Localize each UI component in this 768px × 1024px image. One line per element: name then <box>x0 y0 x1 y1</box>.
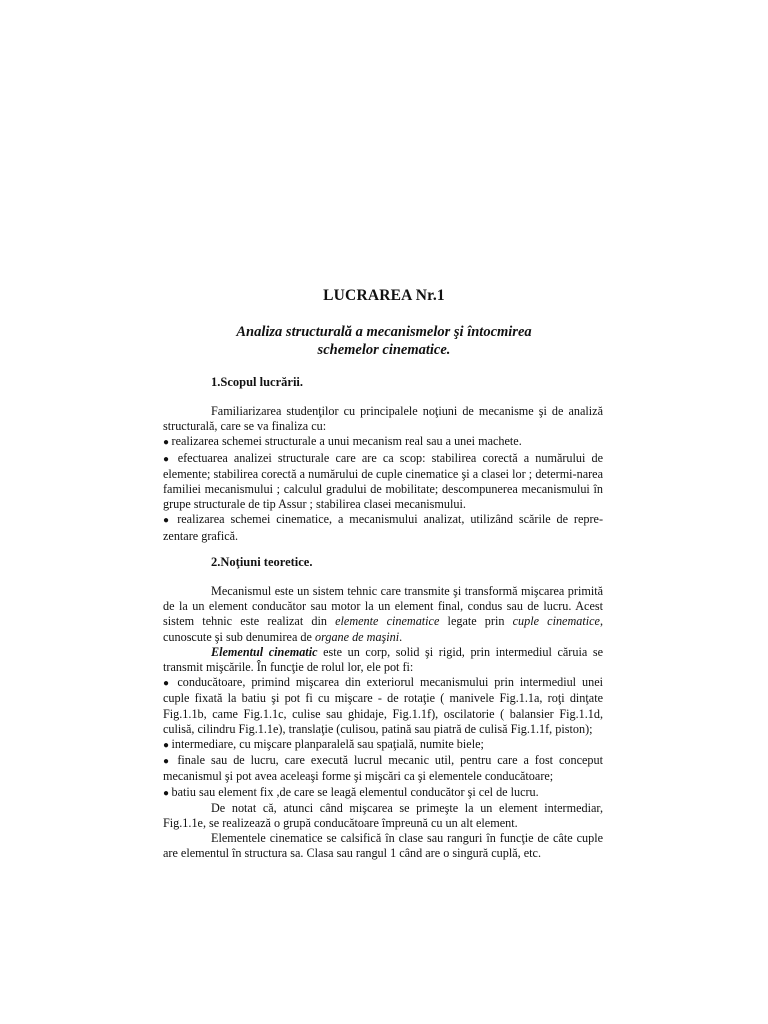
section-1-intro: Familiarizarea studenţilor cu principalele noţiuni de mecanisme şi de analiză structurală, care se va finaliza cu: <box>163 404 603 434</box>
section-2-bullet: ● batiu sau element fix ,de care se leagă elementul conducător şi cel de lucru. <box>163 785 603 801</box>
section-2-heading: 2.Noţiuni teoretice. <box>211 555 313 569</box>
document-subtitle <box>0 323 768 359</box>
section-1-heading: 1.Scopul lucrării. <box>211 375 304 389</box>
emphasis-term: cuple cinematice <box>512 614 600 629</box>
paragraph-mechanism <box>163 584 603 645</box>
section-2-bullet: ● conducătoare, primind mişcarea din exteriorul mecanismului prin intermediul unei cuple fixată la batiu şi pot fi cu mişcare - de rotaţie ( manivele Fig.1.1a, roţi dinţate Fig.1.1b, came Fig.1.1c, culise sau ghidaje, Fig.1.1f), oscilatorie ( balansier Fig.1.1d, culisă, cilindru Fig.1.1e), translaţie (culisou, patină sau piatră de culisă Fig.1.1f, piston); <box>163 675 603 737</box>
paragraph-text: legate prin <box>439 614 513 629</box>
paragraph-text: , cunoscute şi sub denumirea de <box>163 614 603 644</box>
defined-term: Elementul cinematic <box>211 644 318 659</box>
section-1-bullet: ● realizarea schemei structurale a unui mecanism real sau a unei machete. <box>163 434 603 450</box>
section-1-bullet: ● efectuarea analizei structurale care are ca scop: stabilirea corectă a numărului de elemente; stabilirea corectă a numărului de cuple cinematice şi a clasei lor ; determi-narea familiei mecanismului ; calculul gradului de mobilitate; descompunerea mecanismului în grupe structurale de tip Assur ; stabilirea clasei mecanismului. <box>163 451 603 513</box>
paragraph-classes: Elementele cinematice se calsifică în clase sau ranguri în funcţie de câte cuple are elementul în structura sa. Clasa sau rangul 1 când are o singură cuplă, etc. <box>163 831 603 861</box>
emphasis-term: elemente cinematice <box>335 614 440 629</box>
section-2-bullet: ● intermediare, cu mişcare planparalelă sau spaţială, numite biele; <box>163 737 603 753</box>
paragraph-text: este un corp, solid şi rigid, prin intermediul căruia se transmit mişcările. În funcţie de rolul lor, ele pot fi: <box>163 644 603 675</box>
section-1-body <box>163 404 603 544</box>
section-2-body <box>163 584 603 862</box>
paragraph-note: De notat că, atunci când mişcarea se primeşte la un element intermediar, Fig.1.1e, se realizează o grupă conducătoare împreună cu un alt element. <box>163 800 603 831</box>
section-2-bullet: ● finale sau de lucru, care execută lucrul mecanic util, pentru care a fost conceput mecanismul şi pot avea aceleaşi forme şi mişcări ca şi elementele conducătoare; <box>163 753 603 784</box>
emphasis-term: organe de maşini <box>314 629 400 644</box>
paragraph-text: . <box>399 629 403 644</box>
document-title: LUCRAREA Nr.1 <box>323 287 445 304</box>
subtitle-line-1: Analiza structurală a mecanismelor şi întocmirea <box>236 324 532 340</box>
paragraph-element <box>163 645 603 675</box>
subtitle-line-2: schemelor cinematice. <box>317 342 451 358</box>
paragraph-text: Mecanismul este un sistem tehnic care transmite şi transformă mişcarea primită de la un element conducător sau motor la un element final, condus sau de lucru. Acest sistem tehnic este realizat din <box>163 584 603 629</box>
section-1-bullet: ● realizarea schemei cinematice, a mecanismului analizat, utilizând scările de repre-zentare grafică. <box>163 512 603 543</box>
